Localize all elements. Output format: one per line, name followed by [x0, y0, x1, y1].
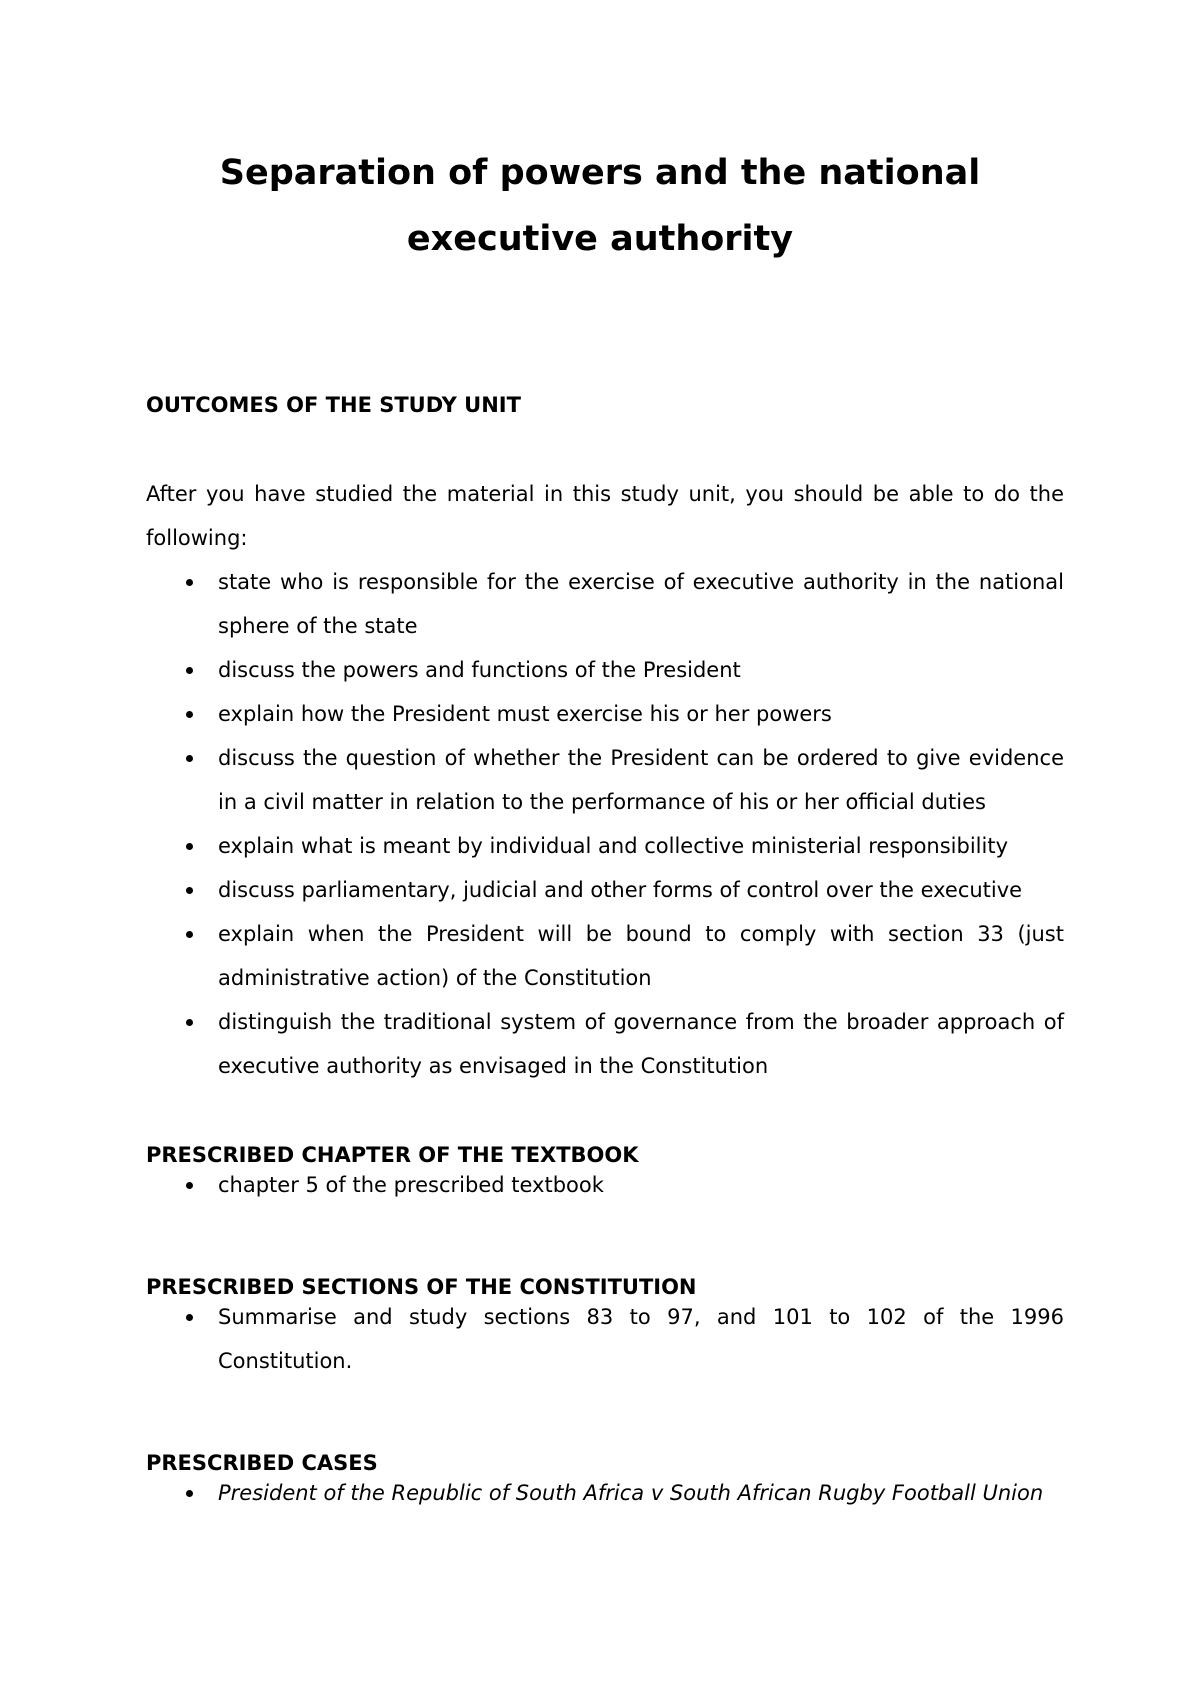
- list-item-text: Summarise and study sections 83 to 97, and 101 to 102 of the 1996 Constitution.: [218, 1305, 1064, 1373]
- list-item: [146, 560, 1064, 648]
- list-item: [146, 692, 1064, 736]
- list-item: [146, 1163, 1064, 1207]
- cases-list: [146, 1471, 1064, 1515]
- cases-heading: PRESCRIBED CASES: [146, 1451, 378, 1475]
- list-item-text: discuss parliamentary, judicial and other forms of control over the executive: [218, 878, 1023, 902]
- list-item: [146, 736, 1064, 824]
- bullet-icon: [186, 579, 193, 586]
- bullet-icon: [186, 887, 193, 894]
- list-item-text: distinguish the traditional system of governance from the broader approach of executive authority as envisaged in the Constitution: [218, 1010, 1064, 1078]
- list-item: [146, 868, 1064, 912]
- sections-heading: PRESCRIBED SECTIONS OF THE CONSTITUTION: [146, 1275, 697, 1299]
- list-item-text: explain when the President will be bound to comply with section 33 (just administrative action) of the Constitution: [218, 922, 1064, 990]
- list-item-text: explain what is meant by individual and collective ministerial responsibility: [218, 834, 1009, 858]
- bullet-icon: [186, 711, 193, 718]
- bullet-icon: [186, 843, 193, 850]
- list-item-text: explain how the President must exercise his or her powers: [218, 702, 832, 726]
- list-item: [146, 648, 1064, 692]
- outcomes-list: [146, 560, 1064, 1088]
- case-name: President of the Republic of South Africa v South African Rugby Football Union: [218, 1481, 1044, 1505]
- sections-list: [146, 1295, 1064, 1383]
- bullet-icon: [186, 667, 193, 674]
- list-item-text: state who is responsible for the exercise of executive authority in the national sphere of the state: [218, 570, 1064, 638]
- list-item: [146, 1471, 1064, 1515]
- bullet-icon: [186, 1314, 193, 1321]
- list-item-text: discuss the powers and functions of the President: [218, 658, 741, 682]
- chapter-heading: PRESCRIBED CHAPTER OF THE TEXTBOOK: [146, 1143, 639, 1167]
- bullet-icon: [186, 931, 193, 938]
- bullet-icon: [186, 755, 193, 762]
- bullet-icon: [186, 1019, 193, 1026]
- list-item: [146, 824, 1064, 868]
- outcomes-intro: After you have studied the material in this study unit, you should be able to do the following:: [146, 482, 1064, 550]
- bullet-icon: [186, 1182, 193, 1189]
- list-item: [146, 912, 1064, 1000]
- list-item: [146, 1000, 1064, 1088]
- list-item-text: discuss the question of whether the President can be ordered to give evidence in a civil matter in relation to the performance of his or her official duties: [218, 746, 1064, 814]
- chapter-list: [146, 1163, 1064, 1207]
- list-item-text: chapter 5 of the prescribed textbook: [218, 1173, 604, 1197]
- list-item: [146, 1295, 1064, 1383]
- document-title: Separation of powers and the national executive authority: [219, 153, 981, 259]
- bullet-icon: [186, 1490, 193, 1497]
- outcomes-heading: OUTCOMES OF THE STUDY UNIT: [146, 393, 521, 417]
